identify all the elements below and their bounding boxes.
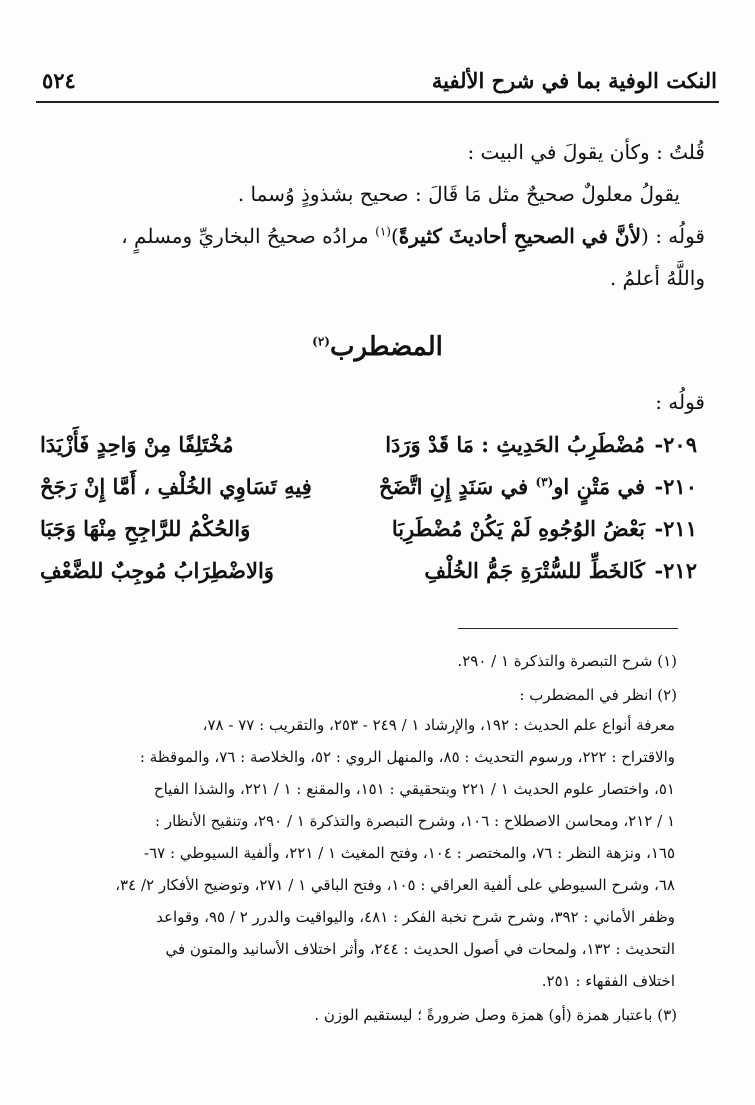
- footnote-divider: [458, 628, 678, 629]
- hemistich-text: في مَتْنٍ او: [553, 474, 645, 499]
- hemistich-text: كَالخَطِّ للسُّتْرَةِ جَمُّ الخُلْفِ: [424, 558, 645, 583]
- section-intro: قولُه :: [655, 390, 705, 414]
- paragraph-qultu: قُلتُ : وكأن يقولَ في البيت :: [467, 140, 705, 164]
- section-heading: [0, 332, 755, 362]
- paragraph-allahu-alam: واللَّهُ أعلمُ .: [609, 266, 705, 290]
- header-divider: [36, 101, 719, 103]
- qawluh-close: ): [390, 224, 399, 248]
- footnote-2-title: (٢) انظر في المضطرب :: [519, 686, 677, 704]
- second-hemistich: مُخْتَلِفًا مِنْ وَاحِدٍ فَأَزْيَدَا: [40, 432, 234, 457]
- footnote-2-line: ٥١، واختصار علوم الحديث ١ / ٢٢١ وبتحقيقي : ١٥١، والمقنع : ١ / ٢٢١، والشذا الفياح: [153, 780, 675, 798]
- qawluh-open: قولُه : (: [641, 224, 705, 248]
- first-hemistich: [385, 432, 645, 457]
- footnote-ref-3: (٣): [535, 475, 554, 489]
- footnote-2-line: ١ / ٢١٢، ومحاسن الاصطلاح : ١٠٦، وشرح التبصرة والتذكرة ١ / ٢٩٠، وتنقيح الأنظار :: [155, 812, 675, 830]
- second-hemistich: فِيهِ تَسَاوِي الخُلْفِ ، أَمَّا إِنْ رَجَحْ: [40, 474, 312, 499]
- second-hemistich: وَالاضْطِرَابُ مُوجِبٌ للضَّعْفِ: [40, 558, 274, 583]
- first-hemistich: [379, 474, 645, 499]
- footnote-2-line: معرفة أنواع علم الحديث : ١٩٢، والإرشاد ١ / ٢٤٩ - ٢٥٣، والتقريب : ٧٧ - ٧٨،: [202, 716, 675, 734]
- footnote-2-line: ١٦٥، ونزهة النظر : ٧٦، والمختصر : ١٠٤، وفتح المغيث ١ / ٢٢١، وألفية السيوطي : ٦٧-: [144, 844, 675, 862]
- footnote-3: (٣) باعتبار همزة (أو) همزة وصل ضرورةً ؛ ليستقيم الوزن .: [314, 1006, 677, 1024]
- first-hemistich: [392, 516, 645, 541]
- page-number: ٥٢٤: [42, 68, 76, 93]
- poem-line: [40, 516, 697, 556]
- footnote-2-line: ٦٨، وشرح السيوطي على ألفية العراقي : ١٠٥، وفتح الباقي ١ / ٢٧١، وتوضيح الأفكار ٢/ ٣٤،: [115, 876, 675, 894]
- running-header: [38, 62, 717, 102]
- footnote-2-line: التحديث : ١٣٢، ولمحات في أصول الحديث : ٢٤٤، وأثر اختلاف الأسانيد والمتون في: [165, 940, 675, 958]
- qawluh-explanation: مرادُه صحيحُ البخاريِّ ومسلمٍ ،: [121, 224, 376, 248]
- footnote-ref-1: (١): [375, 224, 391, 239]
- running-title: النكت الوفية بما في شرح الألفية: [431, 68, 717, 93]
- footnote-ref-2: (٢): [312, 334, 330, 349]
- quoted-phrase: لأنَّ في الصحيحِ أحاديثَ كثيرةً: [398, 224, 642, 248]
- hemistich-text-tail: في سَنَدٍ إِنِ اتَّضَحْ: [379, 474, 536, 499]
- second-hemistich: وَالحُكْمُ للرَّاجِحِ مِنْهَا وَجَبَا: [40, 516, 251, 541]
- hemistich-text: بَعْضُ الوُجُوهِ لَمْ يَكُنْ مُضْطَرِبَا: [391, 516, 645, 541]
- verse-number: ٢١١-: [654, 516, 697, 541]
- poem-line: [40, 432, 697, 472]
- first-hemistich: [424, 558, 645, 583]
- footnote-1: (١) شرح التبصرة والتذكرة ١ / ٢٩٠.: [457, 652, 677, 670]
- verse-quote: يقولُ معلولٌ صحيحٌ مثل مَا قَالَ : صحيح بشذوذٍ وُسما .: [237, 182, 680, 206]
- verse-number: ٢١٢-: [654, 558, 697, 583]
- footnote-2-line: وظفر الأماني : ٣٩٢، وشرح شرح نخبة الفكر : ٤٨١، واليواقيت والدرر ٢ / ٩٥، وقواعد: [156, 908, 675, 926]
- footnote-2-line: والاقتراح : ٢٢٢، ورسوم التحديث : ٨٥، والمنهل الروي : ٥٢، والخلاصة : ٧٦، والموقظة :: [139, 748, 675, 766]
- verse-number: ٢٠٩-: [654, 432, 697, 457]
- poem-line: [40, 474, 697, 514]
- verse-number: ٢١٠-: [654, 474, 697, 499]
- paragraph-qawluh: [38, 224, 705, 248]
- poem-line: [40, 558, 697, 598]
- hemistich-text: مُضْطَرِبُ الحَدِيثِ : مَا قَدْ وَرَدَا: [385, 432, 645, 457]
- footnote-2-line: اختلاف الفقهاء : ٢٥١.: [541, 972, 675, 990]
- section-title: المضطرب: [329, 332, 443, 362]
